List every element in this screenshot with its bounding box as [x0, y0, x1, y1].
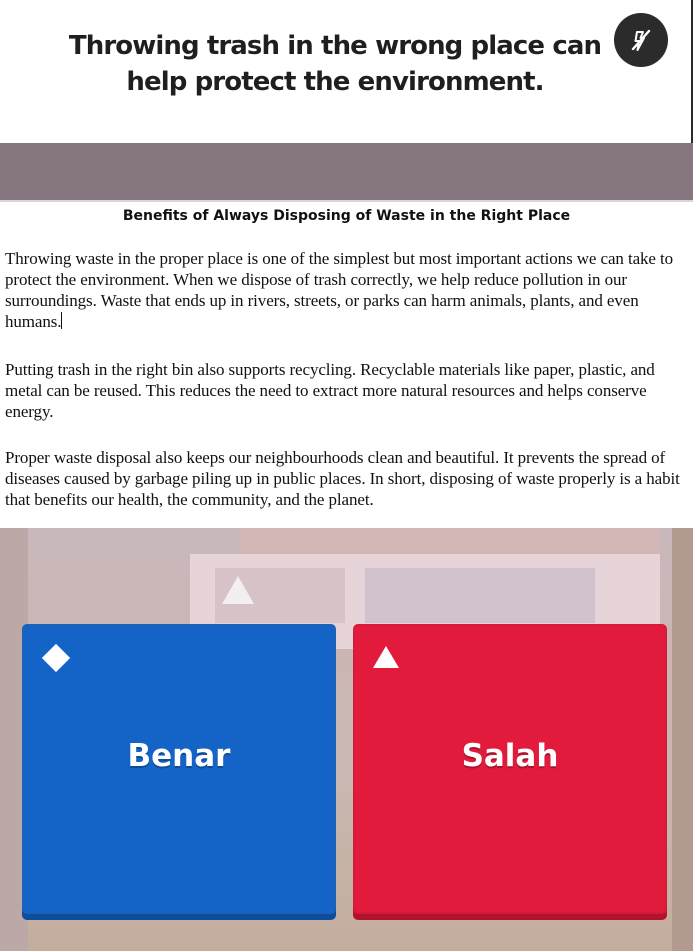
- background-decor: [240, 528, 660, 554]
- text-caret: [61, 312, 62, 329]
- document-title: Benefits of Always Disposing of Waste in the Right Place: [122, 208, 571, 224]
- background-post: [672, 528, 693, 951]
- answer-label: Benar: [127, 738, 231, 774]
- answer-false-button[interactable]: [353, 624, 667, 914]
- question-panel: [0, 0, 693, 143]
- background-triangle-shape: [222, 576, 254, 604]
- paragraph-text: Throwing waste in the proper place is one of the simplest but most important actions we can take to protect the environment. When we dispose of trash correctly, we help reduce pollution in our surroundings. Waste that ends up in rivers, streets, or parks can harm animals, plants, and even humans.: [5, 249, 674, 331]
- answer-label: Salah: [461, 738, 559, 774]
- question-text: Throwing trash in the wrong place can help protect the environment.: [68, 31, 602, 97]
- diamond-icon: [42, 644, 70, 672]
- background-board-panel: [365, 568, 595, 623]
- document-paragraph: [5, 248, 681, 332]
- document-paragraph: Putting trash in the right bin also supports recycling. Recyclable materials like paper, plastic, and metal can be reused. This reduces the need to extract more natural resources and helps conserve energy.: [5, 360, 655, 421]
- media-band: [0, 143, 693, 202]
- question-image-document: [0, 202, 693, 528]
- document-paragraph: Proper waste disposal also keeps our neighbourhoods clean and beautiful. It prevents the spread of diseases caused by garbage piling up in public places. In short, disposing of waste properly is a habit that benefits our health, the community, and the planet.: [5, 448, 680, 509]
- answer-true-button[interactable]: [22, 624, 336, 914]
- mute-button[interactable]: [614, 13, 668, 67]
- volume-off-icon: [627, 26, 655, 54]
- triangle-icon: [373, 646, 399, 668]
